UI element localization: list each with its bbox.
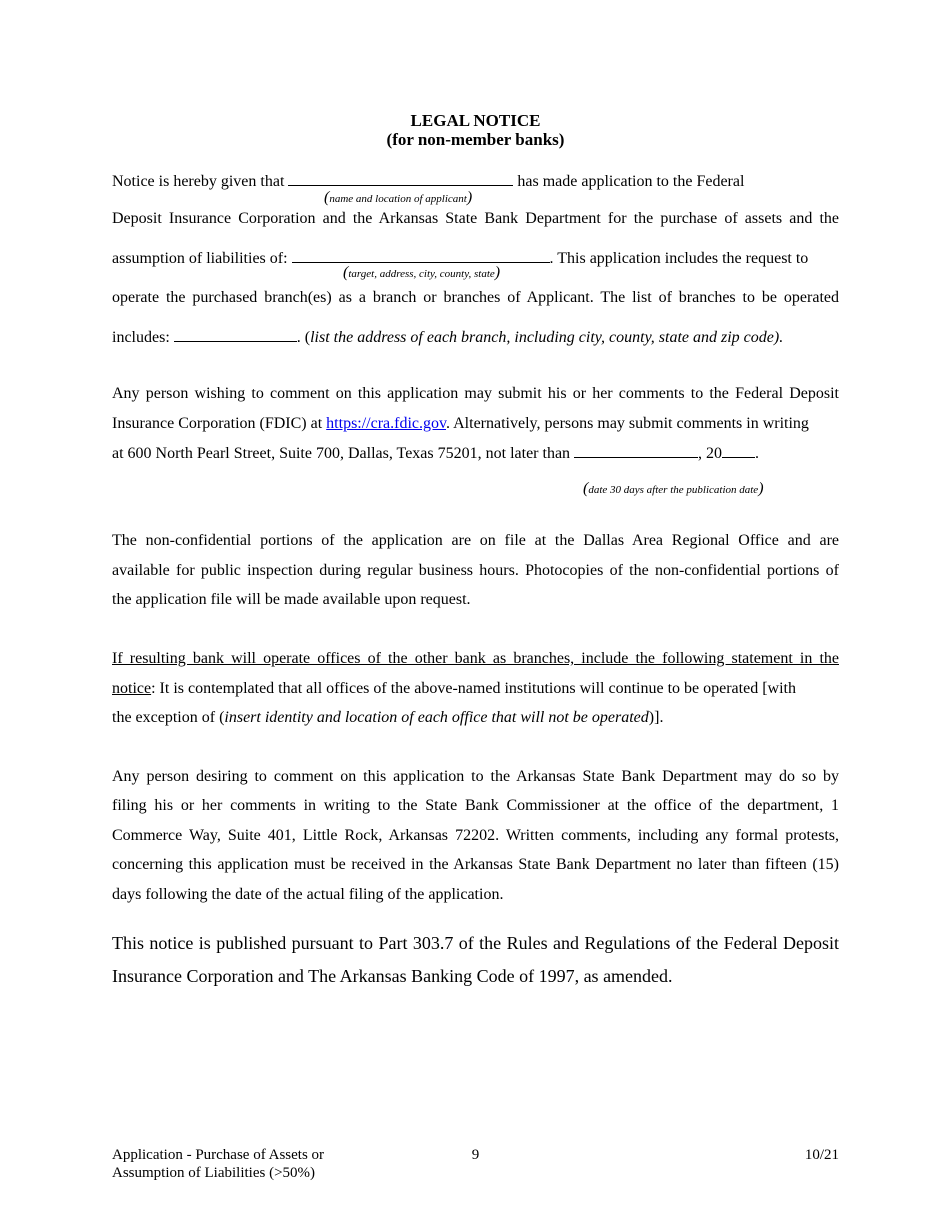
fdic-link[interactable]: https://cra.fdic.gov bbox=[326, 415, 446, 432]
para4-line1: If resulting bank will operate offices of the other bank as branches, include the following statement in the bbox=[112, 650, 839, 667]
para1-line2: Deposit Insurance Corporation and the Arkansas State Bank Department for the purchase of assets and the bbox=[112, 210, 839, 227]
para1-text: . ( bbox=[296, 329, 311, 346]
para2-line3 bbox=[112, 443, 839, 464]
footer-left-line2: Assumption of Liabilities (>50%) bbox=[112, 1165, 316, 1181]
title-main: LEGAL NOTICE bbox=[410, 111, 541, 130]
para2-text: , 20 bbox=[698, 445, 723, 462]
para1-line4: operate the purchased branch(es) as a branch or branches of Applicant. The list of branches to be operated bbox=[112, 289, 839, 306]
date-blank bbox=[574, 443, 698, 458]
caption-text: date 30 days after the publication date bbox=[588, 484, 759, 496]
para1-text: Notice is hereby given that bbox=[112, 173, 285, 190]
para3-line3: the application file will be made available upon request. bbox=[112, 591, 471, 608]
para5-line5: days following the date of the actual filing of the application. bbox=[112, 886, 504, 903]
para5-line3: Commerce Way, Suite 401, Little Rock, Arkansas 72202. Written comments, including any formal protests, bbox=[112, 827, 839, 844]
para6-line1: This notice is published pursuant to Part 303.7 of the Rules and Regulations of the Federal Deposit bbox=[112, 933, 839, 953]
para4-line2 bbox=[112, 679, 839, 699]
para1-line5 bbox=[112, 327, 839, 348]
para3-line1: The non-confidential portions of the application are on file at the Dallas Area Regional Office and are bbox=[112, 532, 839, 549]
para1-text: assumption of liabilities of: bbox=[112, 250, 288, 267]
notice-title bbox=[112, 111, 839, 149]
branches-blank bbox=[174, 327, 297, 342]
para1-line1 bbox=[112, 171, 839, 192]
year-blank bbox=[722, 443, 755, 458]
para2-text: . Alternatively, persons may submit comments in writing bbox=[446, 415, 809, 432]
para4-line3 bbox=[112, 708, 839, 728]
para6-line2: Insurance Corporation and The Arkansas Banking Code of 1997, as amended. bbox=[112, 966, 673, 986]
page-number: 9 bbox=[471, 1147, 480, 1163]
date-caption: (date 30 days after the publication date) bbox=[583, 480, 764, 497]
para5-line1: Any person desiring to comment on this application to the Arkansas State Bank Department may do so by bbox=[112, 768, 839, 785]
document-page bbox=[112, 0, 839, 1230]
target-blank bbox=[292, 248, 550, 263]
para4-text: )]. bbox=[648, 709, 664, 726]
applicant-name-blank bbox=[288, 171, 513, 186]
footer-date: 10/21 bbox=[804, 1147, 839, 1163]
para2-text: at 600 North Pearl Street, Suite 700, Dallas, Texas 75201, not later than bbox=[112, 445, 571, 462]
para1-text: includes: bbox=[112, 329, 170, 346]
para2-text: Insurance Corporation (FDIC) at bbox=[112, 415, 323, 432]
caption-text: target, address, city, county, state bbox=[348, 268, 495, 280]
para1-text: has made application to the Federal bbox=[517, 173, 745, 190]
para3-line2: available for public inspection during regular business hours. Photocopies of the non-confidential portions of bbox=[112, 562, 839, 579]
para5-line4: concerning this application must be received in the Arkansas State Bank Department no later than fifteen (15) bbox=[112, 856, 839, 873]
caption-text: name and location of applicant bbox=[329, 193, 467, 205]
para4-instruction: insert identity and location of each office that will not be operated bbox=[224, 709, 649, 726]
footer-left-line1: Application - Purchase of Assets or bbox=[112, 1147, 325, 1163]
applicant-caption: (name and location of applicant) bbox=[324, 189, 473, 206]
para4-text: the exception of ( bbox=[112, 709, 225, 726]
para5-line2: filing his or her comments in writing to the State Bank Commissioner at the office of the department, 1 bbox=[112, 797, 839, 814]
para4-underlined: notice bbox=[112, 680, 152, 697]
title-subtitle: (for non-member banks) bbox=[386, 130, 565, 149]
target-caption: (target, address, city, county, state) bbox=[343, 264, 501, 281]
para2-line1: Any person wishing to comment on this application may submit his or her comments to the Federal Deposit bbox=[112, 385, 839, 402]
para1-instruction: list the address of each branch, including city, county, state and zip code). bbox=[310, 329, 784, 346]
para2-line2 bbox=[112, 414, 839, 434]
para4-text: : It is contemplated that all offices of the above-named institutions will continue to be operated [with bbox=[151, 680, 796, 697]
para2-text: . bbox=[755, 445, 760, 462]
para1-text: . This application includes the request to bbox=[549, 250, 809, 267]
